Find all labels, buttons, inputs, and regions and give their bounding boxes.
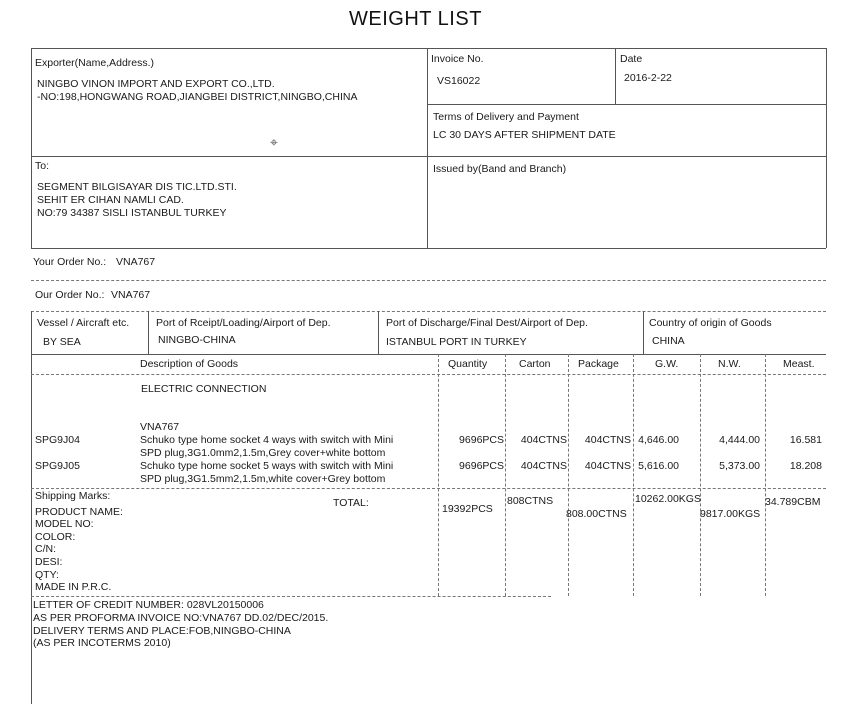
goods-header-bottom-line xyxy=(31,374,826,375)
col-meast-header: Meast. xyxy=(783,358,815,370)
order-reference: VNA767 xyxy=(140,421,180,433)
item-description-line1: Schuko type home socket 4 ways with switch with Mini xyxy=(140,434,394,446)
terms-value: LC 30 DAYS AFTER SHIPMENT DATE xyxy=(433,129,616,141)
item-gw: 5,616.00 xyxy=(638,460,679,472)
item-package: 404CTNS xyxy=(584,434,631,446)
port-receipt-label: Port of Rceipt/Loading/Airport of Dep. xyxy=(156,317,331,329)
to-bottom-line xyxy=(31,248,826,249)
item-description-line2: SPD plug,3G1.5mm2,1.5m,white cover+Grey bottom xyxy=(140,473,386,485)
port-receipt-value: NINGBO-CHINA xyxy=(158,334,236,346)
item-gw: 4,646.00 xyxy=(638,434,679,446)
our-order-value: VNA767 xyxy=(111,289,151,301)
terms-label: Terms of Delivery and Payment xyxy=(433,111,579,123)
to-top-line xyxy=(31,156,826,157)
terms-top-line xyxy=(427,104,826,105)
country-value: CHINA xyxy=(652,335,685,347)
item-nw: 4,444.00 xyxy=(719,434,760,446)
item-code: SPG9J05 xyxy=(35,460,80,472)
consignee-street: SEHIT ER CIHAN NAMLI CAD. xyxy=(37,194,184,206)
mark-model-no: MODEL NO: xyxy=(35,518,94,530)
incoterms-note: (AS PER INCOTERMS 2010) xyxy=(33,637,171,649)
total-top-line xyxy=(31,488,826,489)
mark-origin: MADE IN P.R.C. xyxy=(35,581,112,593)
crosshair-icon: ⌖ xyxy=(270,134,278,150)
col-gw-header: G.W. xyxy=(655,358,679,370)
exporter-name: NINGBO VINON IMPORT AND EXPORT CO.,LTD. xyxy=(37,78,275,90)
country-label: Country of origin of Goods xyxy=(649,317,772,329)
col-quantity-header: Quantity xyxy=(448,358,488,370)
total-carton: 808CTNS xyxy=(507,495,554,507)
mark-qty: QTY: xyxy=(35,569,59,581)
goods-category: ELECTRIC CONNECTION xyxy=(141,383,267,395)
col-nw-divider xyxy=(700,354,701,596)
vessel-label: Vessel / Aircraft etc. xyxy=(37,317,130,329)
col-description-header: Description of Goods xyxy=(140,358,239,370)
invoice-number: VS16022 xyxy=(437,75,481,87)
your-order-line xyxy=(31,280,826,281)
col-carton-divider xyxy=(505,354,506,596)
to-label: To: xyxy=(35,160,50,172)
exporter-address: -NO:198,HONGWANG ROAD,JIANGBEI DISTRICT,NINGBO,CHINA xyxy=(37,91,358,103)
consignee-city: NO:79 34387 SISLI ISTANBUL TURKEY xyxy=(37,207,227,219)
document-title: WEIGHT LIST xyxy=(349,8,482,30)
vessel-divider xyxy=(148,311,149,354)
middle-divider xyxy=(427,48,428,248)
col-package-header: Package xyxy=(578,358,619,370)
port-discharge-value: ISTANBUL PORT IN TURKEY xyxy=(386,336,527,348)
vessel-value: BY SEA xyxy=(43,336,81,348)
item-carton: 404CTNS xyxy=(520,434,567,446)
date-divider xyxy=(615,48,616,104)
mark-carton-no: C/N: xyxy=(35,543,56,555)
top-border xyxy=(31,48,826,49)
goods-header-top-line xyxy=(31,354,826,355)
item-code: SPG9J04 xyxy=(35,434,80,446)
item-meast: 18.208 xyxy=(789,460,822,472)
item-carton: 404CTNS xyxy=(520,460,567,472)
date-value: 2016-2-22 xyxy=(624,72,672,84)
total-nw: 9817.00KGS xyxy=(700,508,761,520)
col-quantity-divider xyxy=(438,354,439,596)
total-label: TOTAL: xyxy=(333,497,369,509)
mark-color: COLOR: xyxy=(35,531,76,543)
shipping-marks-label: Shipping Marks: xyxy=(35,490,111,502)
your-order-value: VNA767 xyxy=(116,256,156,268)
country-divider xyxy=(643,311,644,354)
item-meast: 16.581 xyxy=(789,434,822,446)
item-package: 404CTNS xyxy=(584,460,631,472)
col-nw-header: N.W. xyxy=(718,358,741,370)
mark-desi: DESI: xyxy=(35,556,63,568)
total-gw: 10262.00KGS xyxy=(635,493,701,505)
exporter-label: Exporter(Name,Address.) xyxy=(35,57,155,69)
item-quantity: 9696PCS xyxy=(459,434,504,446)
marks-bottom-line xyxy=(31,596,551,597)
our-order-label: Our Order No.: xyxy=(35,289,105,301)
consignee-name: SEGMENT BILGISAYAR DIS TIC.LTD.STI. xyxy=(37,181,237,193)
left-border-lower xyxy=(31,311,32,704)
col-carton-header: Carton xyxy=(519,358,551,370)
letter-of-credit: LETTER OF CREDIT NUMBER: 028VL20150006 xyxy=(33,599,264,611)
right-border xyxy=(826,48,827,248)
our-order-line xyxy=(31,311,826,312)
total-package: 808.00CTNS xyxy=(566,508,627,520)
mark-product-name: PRODUCT NAME: xyxy=(35,506,123,518)
col-package-divider xyxy=(568,354,569,596)
col-gw-divider xyxy=(633,354,634,596)
total-quantity: 19392PCS xyxy=(442,503,493,515)
port-discharge-label: Port of Discharge/Final Dest/Airport of Dep. xyxy=(386,317,588,329)
col-meast-divider xyxy=(765,354,766,596)
date-label: Date xyxy=(620,53,643,65)
item-quantity: 9696PCS xyxy=(459,460,504,472)
left-border xyxy=(31,48,32,248)
item-description-line2: SPD plug,3G1.0mm2,1.5m,Grey cover+white bottom xyxy=(140,447,386,459)
item-nw: 5,373.00 xyxy=(719,460,760,472)
your-order-label: Your Order No.: xyxy=(33,256,107,268)
invoice-label: Invoice No. xyxy=(431,53,484,65)
total-meast: 34.789CBM xyxy=(765,496,821,508)
item-description-line1: Schuko type home socket 5 ways with switch with Mini xyxy=(140,460,394,472)
proforma-reference: AS PER PROFORMA INVOICE NO:VNA767 DD.02/DEC/2015. xyxy=(33,612,329,624)
port-divider xyxy=(378,311,379,354)
delivery-terms: DELIVERY TERMS AND PLACE:FOB,NINGBO-CHINA xyxy=(33,625,291,637)
issued-by-label: Issued by(Band and Branch) xyxy=(433,163,567,175)
